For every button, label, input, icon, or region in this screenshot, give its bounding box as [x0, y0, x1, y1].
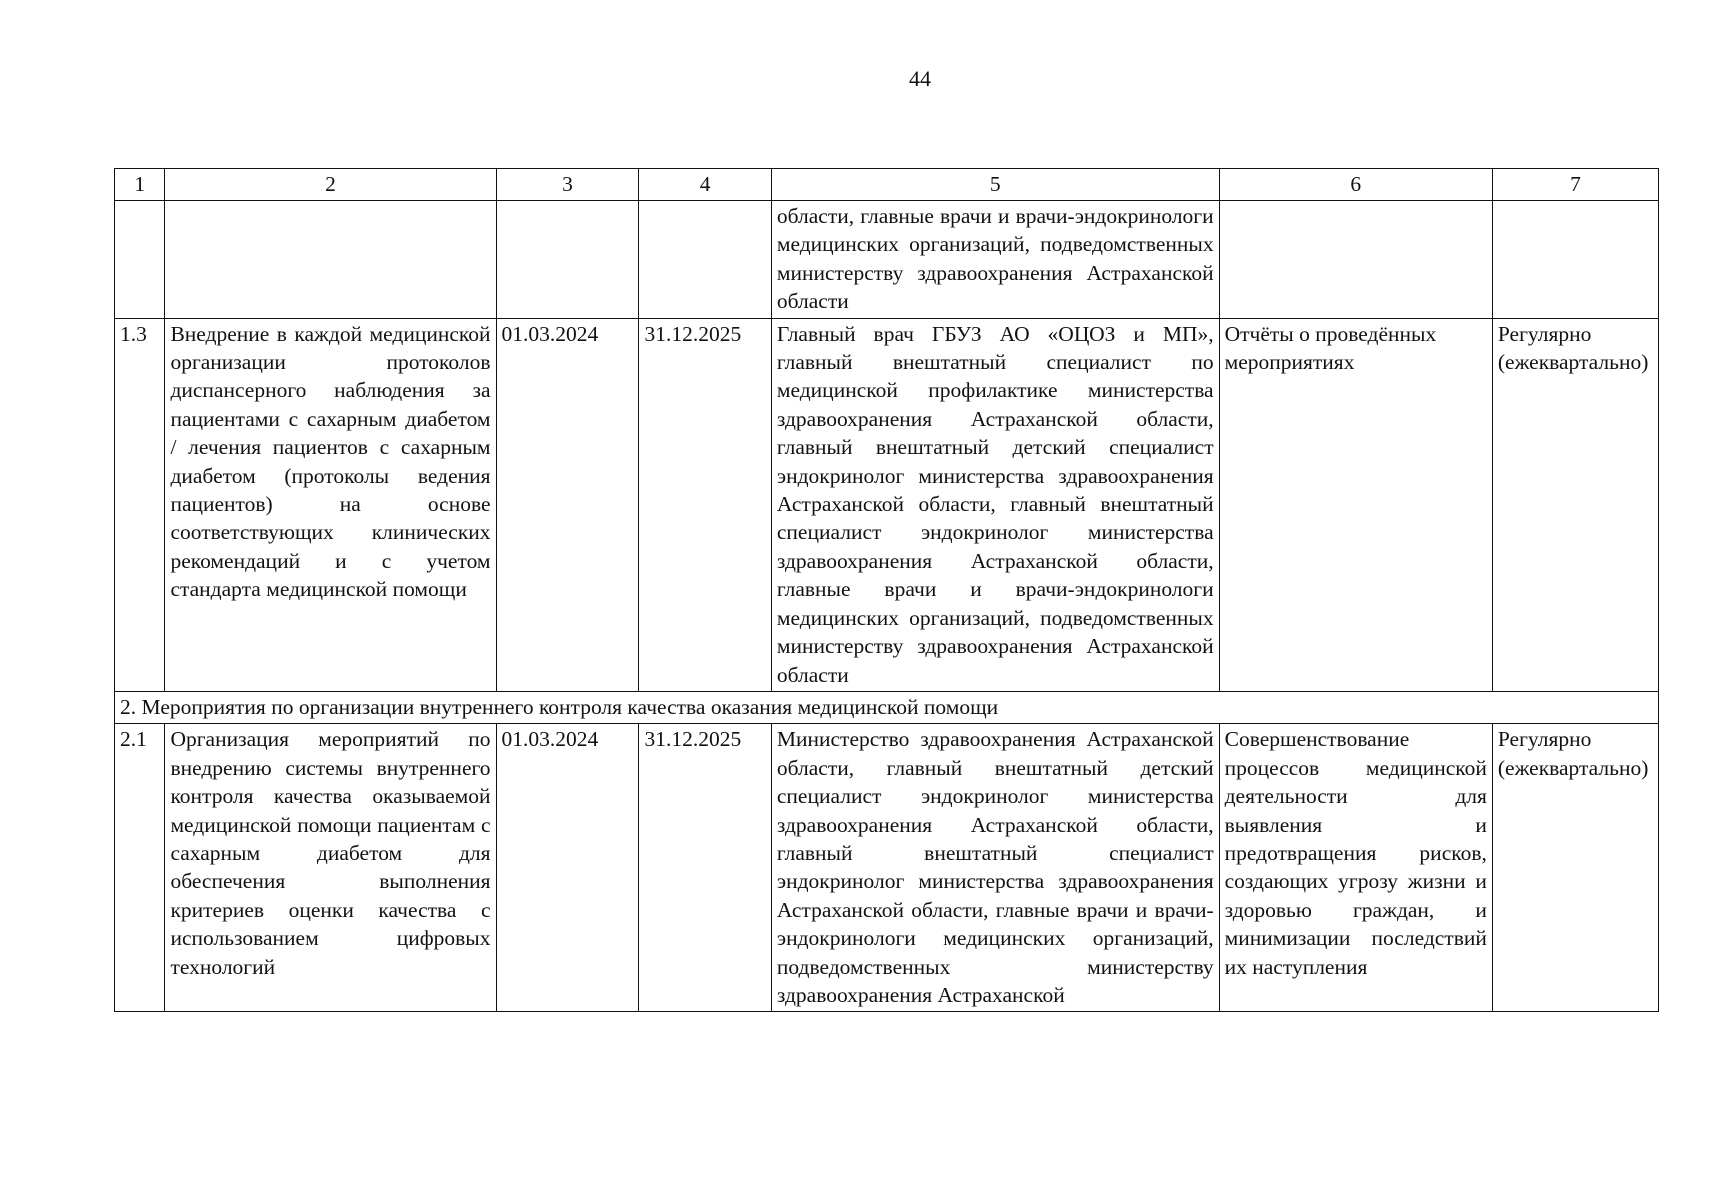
- table-row-1-3: [115, 318, 1659, 691]
- cell-result: [1219, 201, 1492, 319]
- cell-frequency: [1492, 201, 1658, 319]
- cell-start: [496, 201, 639, 319]
- cell-result: Отчёты о проведённых мероприятиях: [1219, 318, 1492, 691]
- cell-start: 01.03.2024: [496, 724, 639, 1012]
- header-cell-1: 1: [115, 169, 165, 201]
- cell-num: 2.1: [115, 724, 165, 1012]
- section-row-2: [115, 691, 1659, 723]
- cell-responsible: Главный врач ГБУЗ АО «ОЦОЗ и МП», главный внештатный специалист по медицинской профилактике министерства здравоохранения Астраханской области, главный внештатный детский специалист эндокринолог министерства здравоохранения Астраханской области, главный внештатный специалист эндокринолог министерства здравоохранения Астраханской области, главные врачи и врачи-эндокринологи медицинских организаций, подведомственных министерству здравоохранения Астраханской области: [771, 318, 1219, 691]
- table-row-continuation: [115, 201, 1659, 319]
- cell-name: Организация мероприятий по внедрению системы внутреннего контроля качества оказываемой медицинской помощи пациентам с сахарным диабетом для обеспечения выполнения критериев оценки качества с использованием цифровых технологий: [165, 724, 496, 1012]
- cell-end: [639, 201, 771, 319]
- cell-responsible: области, главные врачи и врачи-эндокринологи медицинских организаций, подведомственных министерству здравоохранения Астраханской области: [771, 201, 1219, 319]
- cell-end: 31.12.2025: [639, 318, 771, 691]
- cell-end: 31.12.2025: [639, 724, 771, 1012]
- header-cell-3: 3: [496, 169, 639, 201]
- plan-table: [114, 168, 1659, 1012]
- header-cell-7: 7: [1492, 169, 1658, 201]
- cell-name: Внедрение в каждой медицинской организации протоколов диспансерного наблюдения за пациентами с сахарным диабетом / лечения пациентов с сахарным диабетом (протоколы ведения пациентов) на основе соответствующих клинических рекомендаций и с учетом стандарта медицинской помощи: [165, 318, 496, 691]
- section-title: 2. Мероприятия по организации внутреннего контроля качества оказания медицинской помощи: [115, 691, 1659, 723]
- cell-name: [165, 201, 496, 319]
- table-row-2-1: [115, 724, 1659, 1012]
- header-row: [115, 169, 1659, 201]
- cell-responsible: Министерство здравоохранения Астраханской области, главный внештатный детский специалист эндокринолог министерства здравоохранения Астраханской области, главный внештатный специалист эндокринолог министерства здравоохранения Астраханской области, главные врачи и врачи-эндокринологи медицинских организаций, подведомственных министерству здравоохранения Астраханской: [771, 724, 1219, 1012]
- header-cell-5: 5: [771, 169, 1219, 201]
- header-cell-4: 4: [639, 169, 771, 201]
- cell-result: Совершенствование процессов медицинской деятельности для выявления и предотвращения рисков, создающих угрозу жизни и здоровью граждан, и минимизации последствий их наступления: [1219, 724, 1492, 1012]
- cell-frequency: Регулярно (ежеквартально): [1492, 724, 1658, 1012]
- cell-frequency: Регулярно (ежеквартально): [1492, 318, 1658, 691]
- cell-num: 1.3: [115, 318, 165, 691]
- header-cell-2: 2: [165, 169, 496, 201]
- cell-num: [115, 201, 165, 319]
- cell-start: 01.03.2024: [496, 318, 639, 691]
- page-number: 44: [909, 66, 931, 91]
- header-cell-6: 6: [1219, 169, 1492, 201]
